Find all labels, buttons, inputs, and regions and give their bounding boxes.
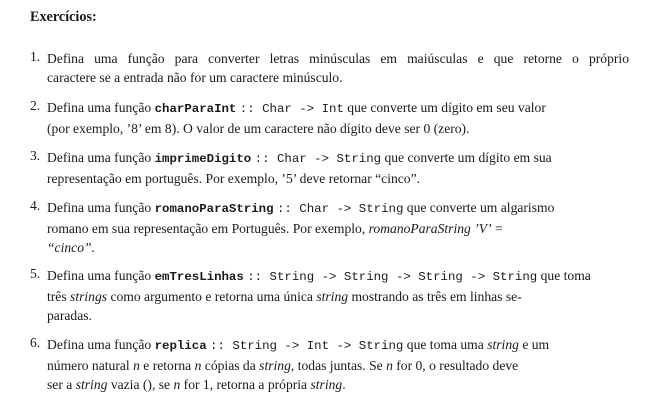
exercise-line: representação em português. Por exemplo, ’5’ deve retornar “cinco”. bbox=[47, 171, 421, 186]
text-run: mostrando as três em linhas se- bbox=[348, 289, 522, 304]
text-run: e retorna bbox=[139, 358, 195, 373]
text-run: Defina uma função bbox=[47, 337, 155, 352]
text-run: ser a bbox=[47, 377, 76, 392]
type-signature: :: Char -> Int bbox=[239, 102, 344, 116]
exercise-line: (por exemplo, ’8’ em 8). O valor de um caractere não dígito deve ser 0 (zero). bbox=[47, 121, 470, 136]
italic-word: string bbox=[316, 289, 349, 304]
exercise-line bbox=[47, 198, 629, 219]
exercise-text bbox=[47, 266, 629, 325]
text-run: cópias da bbox=[201, 358, 260, 373]
italic-word: string bbox=[310, 377, 343, 392]
exercise-text bbox=[47, 148, 629, 188]
exercise-line bbox=[47, 335, 629, 356]
text-run: for 1, retorna a própria bbox=[180, 377, 311, 392]
exercise-number: 1. bbox=[30, 49, 41, 64]
text-run: = bbox=[491, 221, 503, 236]
math-variable: n bbox=[194, 358, 202, 373]
exercise-text bbox=[47, 98, 629, 138]
text-run: for 0, o resultado deve bbox=[392, 358, 519, 373]
text-run: três bbox=[47, 289, 71, 304]
italic-expression: romanoParaString ’V’ bbox=[368, 221, 492, 236]
text-run: , todas juntas. Se bbox=[290, 358, 387, 373]
exercise-line bbox=[47, 219, 629, 238]
text-run: Defina uma função bbox=[47, 150, 155, 165]
text-run: Defina uma função bbox=[47, 100, 155, 115]
exercise-text bbox=[47, 335, 629, 394]
text-run: . bbox=[342, 377, 346, 392]
exercise-number: 6. bbox=[30, 335, 41, 350]
exercise-number: 3. bbox=[30, 148, 41, 163]
function-name: imprimeDigito bbox=[154, 152, 252, 166]
exercise-number: 2. bbox=[30, 98, 41, 113]
math-variable: n bbox=[133, 358, 140, 373]
page-heading: Exercícios: bbox=[30, 9, 97, 25]
exercise-line bbox=[47, 266, 629, 287]
exercise-line bbox=[47, 287, 629, 306]
text-run: número natural bbox=[47, 358, 134, 373]
italic-word: strings bbox=[70, 289, 108, 304]
exercise-line: paradas. bbox=[47, 308, 92, 323]
exercise-line bbox=[47, 98, 629, 119]
text-run: vazia (), se bbox=[107, 377, 174, 392]
type-signature: :: String -> String -> String -> String bbox=[247, 270, 538, 284]
exercise-text bbox=[47, 49, 629, 87]
text-run: Defina uma função bbox=[47, 200, 155, 215]
exercise-number: 4. bbox=[30, 198, 41, 213]
exercise-line: “cinco”. bbox=[47, 240, 95, 255]
text-run: que toma uma bbox=[403, 337, 488, 352]
math-variable: n bbox=[173, 377, 181, 392]
math-variable: n bbox=[386, 358, 393, 373]
text-run: que converte um dígito em seu valor bbox=[343, 100, 546, 115]
function-name: replica bbox=[154, 339, 207, 353]
exercise-number: 5. bbox=[30, 266, 41, 281]
function-name: emTresLinhas bbox=[154, 270, 244, 284]
italic-word: string bbox=[259, 358, 291, 373]
exercise-line: caractere se a entrada não for um caractere minúsculo. bbox=[47, 70, 343, 85]
text-run: como argumento e retorna uma única bbox=[107, 289, 317, 304]
text-run: e um bbox=[518, 337, 550, 352]
exercise-line bbox=[47, 375, 629, 394]
text-run: que converte um dígito em sua bbox=[381, 150, 552, 165]
exercise-line bbox=[47, 148, 629, 169]
italic-word: string bbox=[487, 337, 519, 352]
function-name: charParaInt bbox=[154, 102, 237, 116]
function-name: romanoParaString bbox=[154, 202, 274, 216]
text-run: que toma bbox=[537, 268, 591, 283]
exercise-line bbox=[47, 356, 629, 375]
italic-word: string bbox=[75, 377, 108, 392]
text-run: que converte um algarismo bbox=[403, 200, 555, 215]
type-signature: :: String -> Int -> String bbox=[210, 339, 404, 353]
type-signature: :: Char -> String bbox=[254, 152, 382, 166]
type-signature: :: Char -> String bbox=[276, 202, 404, 216]
exercise-text bbox=[47, 198, 629, 257]
text-run: romano em sua representação em Português. Por exemplo, bbox=[47, 221, 369, 236]
exercise-line: Defina uma função para converter letras minúsculas em maiúsculas e que retorne o próprio bbox=[47, 51, 629, 66]
text-run: Defina uma função bbox=[47, 268, 155, 283]
